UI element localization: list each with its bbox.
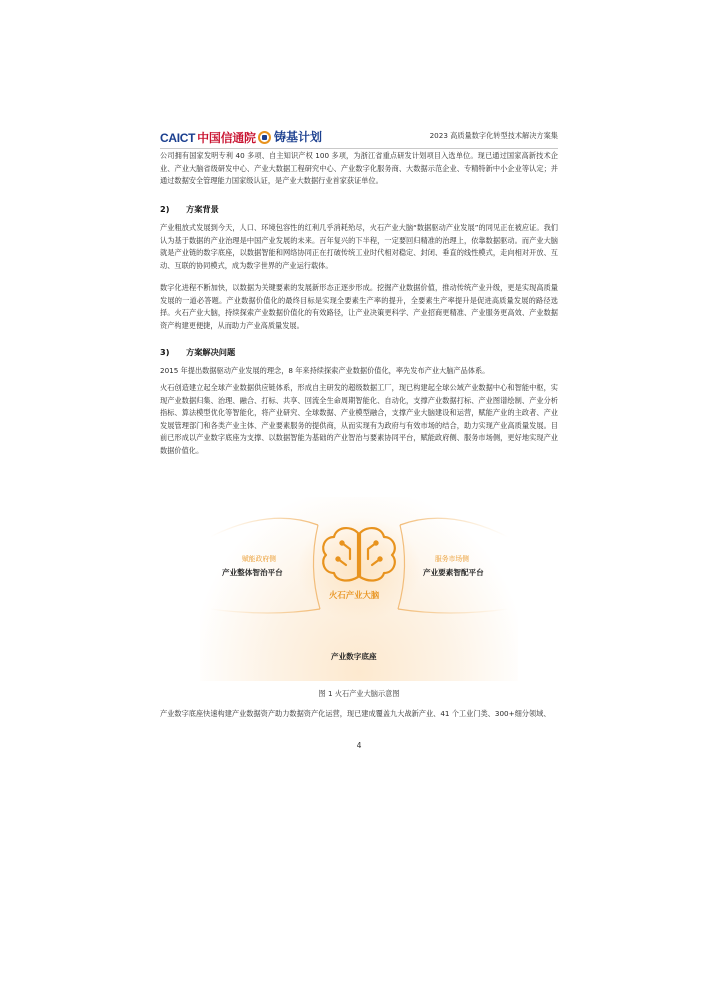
zhuji-logo: [258, 128, 322, 145]
left-sublabel: 赋能政府侧: [242, 555, 276, 563]
problems-paragraph-1: 2015 年提出数据驱动产业发展的理念，8 年来持续探索产业数据价值化，率先发布产业大脑产品体系。: [160, 366, 490, 375]
intro-paragraph: 公司拥有国家发明专利 40 多项、自主知识产权 100 多项，为浙江省重点研发计划项目入选单位。现已通过国家高新技术企业、产业大脑省级研发中心、产业大数据工程研究中心、产业数字化服务商、大数据示范企业、专精特新中小企业等认定；并通过数据安全管理能力国家级认证，是产业大数据行业首家获证单位。: [160, 151, 558, 185]
section-title: 方案解决问题: [186, 347, 236, 357]
background-paragraph-1: 产业粗放式发展到今天，人口、环境包容性的红利几乎消耗殆尽，火石产业大脑“数据驱动产业发展”的同见正在被应证。我们认为基于数据的产业治理是中国产业发展的未来。百年复兴的下半程，一定要回归精准的治理上，依靠数据驱动。而产业大脑就是产业链的数字底座，以数据智能和网络协同正在打破传统工业时代相对稳定、封闭、垂直的线性模式，走向相对开放、互动、互联的协同模式，成为数字世界的产业运行载体。: [160, 223, 558, 270]
center-label: 火石产业大脑: [329, 590, 380, 600]
section-title: 方案背景: [186, 204, 219, 214]
document-title: 2023 高质量数字化转型技术解决方案集: [429, 131, 558, 140]
section-number: 3): [160, 347, 170, 357]
problems-paragraph-2: 火石创造建立起全球产业数据供应链体系，形成自主研发的超级数据工厂，现已构建起全球公域产业数据中心和智能中枢，实现产业数据归集、治理、融合、打标、共享、回流全生命周期智能化、自动化，支撑产业数据打标、产业图谱绘制、产业分析指标、算法模型优化等智能化，将产业研究、全球数据、产业模型融合，支撑产业大脑建设和运营，赋能产业的主政者、产业发展管理部门和各类产业主体、产业要素服务的提供商，从而实现有为政府与有效市场的结合，助力实现产业高质量发展。目前已形成以产业数字底座为支撑、以数据智能为基础的产业智治与要素协同平台，赋能政府侧、服务市场侧，更好地实现产业数据价值化。: [160, 383, 558, 455]
zhuji-logo-text: 铸基计划: [274, 130, 323, 144]
industry-brain-diagram: [200, 497, 518, 681]
zhuji-logo-icon: [258, 131, 271, 144]
arc-bottom-right: [398, 609, 508, 613]
trailing-paragraph: 产业数字底座快速构建产业数据资产助力数据资产化运营，现已建成覆盖九大战新产业、41 个工业门类、300+细分领域、: [160, 709, 551, 718]
right-platform-label: 产业要素智配平台: [423, 568, 484, 577]
arc-bottom-left: [210, 609, 320, 613]
section-number: 2): [160, 204, 170, 214]
caict-logo: [160, 129, 256, 146]
arc-top-right: [400, 518, 508, 537]
background-paragraph-2: 数字化进程不断加快，以数据为关键要素的发展新形态正逐步形成。挖掘产业数据价值，推动传统产业升级，更是实现高质量发展的一道必答题。产业数据价值化的最终目标是实现全要素生产率的提升，全要素生产率提升是促进高质量发展的路径选择。火石产业大脑，持续探索产业数据价值化的有效路径，让产业决策更科学、产业招商更精准、产业服务更高效、产业数据资产构建更便捷，从而助力产业高质量发展。: [160, 283, 558, 330]
bottom-foundation-label: 产业数字底座: [331, 652, 377, 661]
arc-top-left: [210, 518, 318, 537]
page-number: 4: [356, 741, 362, 750]
page-header: [160, 126, 558, 149]
section-heading-background: [160, 204, 219, 215]
section-heading-problems: [160, 347, 235, 358]
right-sublabel: 服务市场侧: [435, 555, 469, 563]
figure-caption: 图 1 火石产业大脑示意图: [318, 689, 400, 698]
caict-logo-cn: 中国信通院: [197, 131, 256, 145]
left-platform-label: 产业整体智治平台: [222, 568, 283, 577]
caict-logo-en: CAICT: [160, 131, 196, 145]
